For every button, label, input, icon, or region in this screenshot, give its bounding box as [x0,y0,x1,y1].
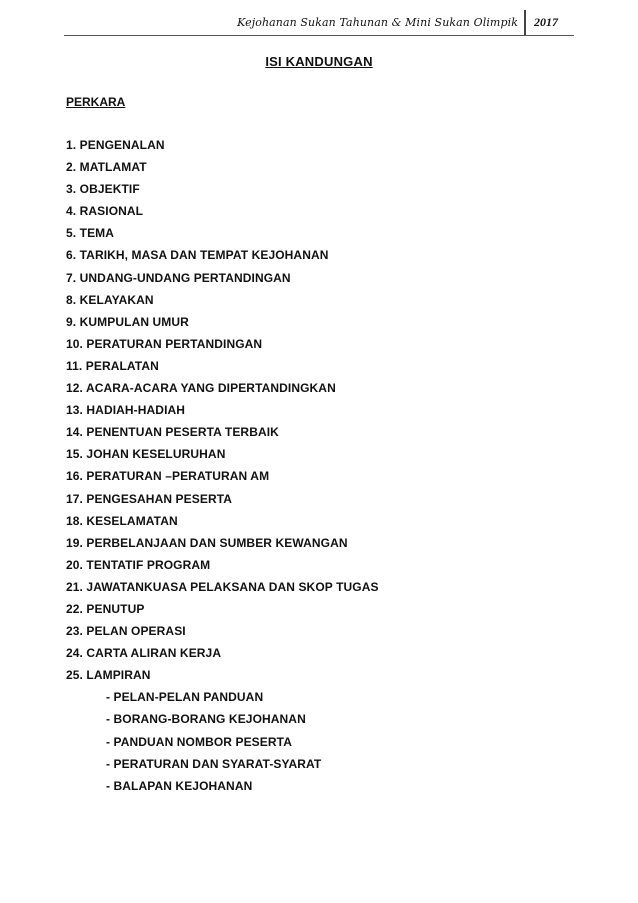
toc-item: 14. PENENTUAN PESERTA TERBAIK [66,425,279,440]
toc-item: 8. KELAYAKAN [66,292,154,307]
toc-item: 21. JAWATANKUASA PELAKSANA DAN SKOP TUGAS [66,579,379,594]
page-title: ISI KANDUNGAN [265,54,373,69]
section-label: PERKARA [66,95,126,109]
toc-item: 18. KESELAMATAN [66,513,178,528]
toc-item: 1. PENGENALAN [66,138,165,152]
toc-item: 24. CARTA ALIRAN KERJA [66,646,222,661]
toc-item: 16. PERATURAN –PERATURAN AM [66,469,270,484]
header-separator [524,10,526,36]
toc-sub-item: - PANDUAN NOMBOR PESERTA [106,734,292,749]
toc-item: 6. TARIKH, MASA DAN TEMPAT KEJOHANAN [66,248,329,263]
toc-item: 25. LAMPIRAN [66,668,151,683]
toc-item: 20. TENTATIF PROGRAM [66,557,211,572]
toc-item: 19. PERBELANJAAN DAN SUMBER KEWANGAN [66,535,348,550]
page-header [64,10,574,34]
toc-item: 2. MATLAMAT [66,160,147,175]
toc-item: 5. TEMA [66,226,115,241]
toc-sub-item: - PERATURAN DAN SYARAT-SYARAT [106,756,322,771]
header-rule [64,35,574,36]
toc-item: 23. PELAN OPERASI [66,624,186,639]
toc-sub-item: - BALAPAN KEJOHANAN [106,778,253,793]
toc-item: 17. PENGESAHAN PESERTA [66,491,233,506]
toc-item: 7. UNDANG-UNDANG PERTANDINGAN [66,270,291,285]
toc-sub-item: - PELAN-PELAN PANDUAN [106,690,264,705]
toc-item: 12. ACARA-ACARA YANG DIPERTANDINGKAN [66,381,336,396]
toc-item: 9. KUMPULAN UMUR [66,314,189,329]
toc-item: 22. PENUTUP [66,601,145,616]
toc-item: 10. PERATURAN PERTANDINGAN [66,336,263,351]
toc-item: 13. HADIAH-HADIAH [66,403,186,418]
toc-item: 11. PERALATAN [66,358,159,373]
toc-item: 3. OBJEKTIF [66,182,140,197]
header-year: 2017 [534,15,558,29]
toc-item: 4. RASIONAL [66,204,144,219]
toc-item: 15. JOHAN KESELURUHAN [66,447,226,462]
table-of-contents [66,138,379,801]
running-title: Kejohanan Sukan Tahunan & Mini Sukan Olimpik [237,16,518,29]
toc-sub-item: - BORANG-BORANG KEJOHANAN [106,712,306,727]
